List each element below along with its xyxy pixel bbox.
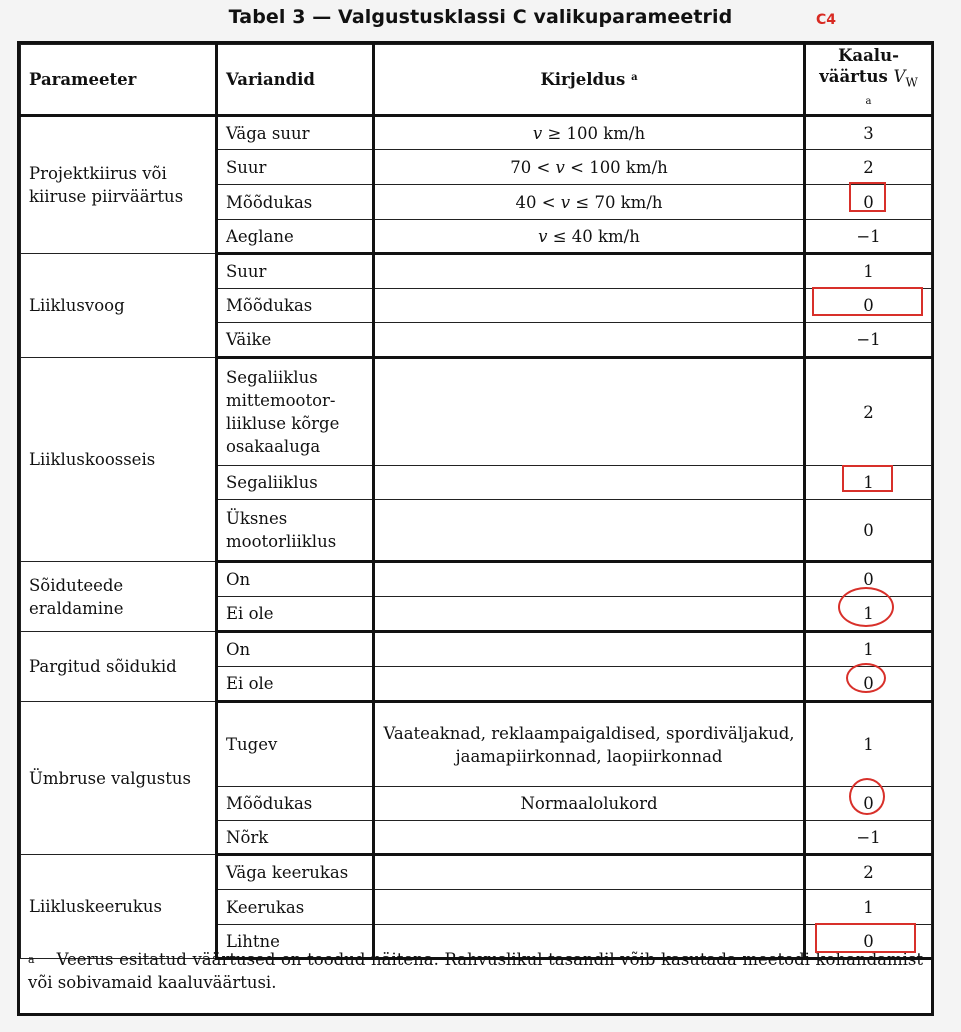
- variant-cell: Mõõdukas: [217, 185, 374, 220]
- table-row: [21, 254, 932, 289]
- variant-cell: On: [217, 632, 374, 667]
- weight-value: −1: [805, 821, 932, 855]
- weight-value: 1: [805, 597, 932, 632]
- weight-value: 1: [805, 632, 932, 667]
- variant-cell: Ei ole: [217, 597, 374, 632]
- description-cell: [374, 632, 805, 667]
- description-cell: [374, 466, 805, 500]
- header-description-text: Kirjeldus: [540, 70, 626, 90]
- annotation-circle: [846, 663, 886, 693]
- weight-value: 3: [805, 116, 932, 150]
- weight-value: 2: [805, 358, 932, 466]
- header-weight-sup: a: [865, 96, 872, 108]
- table-row: [21, 562, 932, 597]
- parameter-name: Liikluskeerukus: [21, 855, 217, 959]
- variant-cell: Aeglane: [217, 220, 374, 254]
- weight-value: 0: [805, 925, 932, 959]
- description-cell: 40 < v ≤ 70 km/h: [374, 185, 805, 220]
- variant-cell: Segaliiklus mittemootor-liikluse kõrge osakaaluga: [217, 358, 374, 466]
- footnote-text: Veerus esitatud väärtused on toodud näitena. Rahvuslikul tasandil võib kasutada meetodi kohandamist või sobivamaid kaaluväärtusi.: [28, 950, 923, 992]
- annotation-box: [815, 923, 916, 953]
- table-row: [21, 116, 932, 150]
- weight-value: 1: [805, 254, 932, 289]
- variant-cell: Suur: [217, 150, 374, 185]
- parameter-name: Ümbruse valgustus: [21, 702, 217, 855]
- variant-cell: Mõõdukas: [217, 787, 374, 821]
- header-parameter: Parameeter: [21, 45, 217, 116]
- weight-value: 1: [805, 890, 932, 925]
- annotation-tag: C4: [816, 12, 837, 28]
- weight-value: 0: [805, 185, 932, 220]
- weight-value: 0: [805, 562, 932, 597]
- weight-value: 1: [805, 702, 932, 787]
- header-description-sup: a: [631, 72, 638, 84]
- weight-value: 0: [805, 667, 932, 702]
- header-variants: Variandid: [217, 45, 374, 116]
- description-cell: [374, 890, 805, 925]
- weight-value: −1: [805, 220, 932, 254]
- variant-cell: Väike: [217, 323, 374, 358]
- parameter-name: Liikluskoosseis: [21, 358, 217, 562]
- description-cell: [374, 821, 805, 855]
- weight-value: 1: [805, 466, 932, 500]
- weight-value: 0: [805, 500, 932, 562]
- description-cell: [374, 667, 805, 702]
- description-cell: [374, 323, 805, 358]
- description-cell: Normaalolukord: [374, 787, 805, 821]
- table-title: Tabel 3 — Valgustusklassi C valikuparameetrid: [228, 6, 733, 28]
- header-weight: [805, 45, 932, 116]
- description-cell: [374, 500, 805, 562]
- weight-value: 2: [805, 855, 932, 890]
- variant-cell: Ei ole: [217, 667, 374, 702]
- parameter-table: [20, 44, 932, 960]
- variant-cell: Segaliiklus: [217, 466, 374, 500]
- annotation-box: [812, 287, 923, 316]
- weight-value: −1: [805, 323, 932, 358]
- weight-value: 2: [805, 150, 932, 185]
- description-cell: [374, 289, 805, 323]
- table-frame: [17, 41, 934, 1016]
- header-weight-line1: Kaalu-: [838, 46, 899, 65]
- weight-value: 0: [805, 289, 932, 323]
- variant-cell: Lihtne: [217, 925, 374, 959]
- table-row: [21, 702, 932, 787]
- header-weight-line2: väärtus: [819, 67, 888, 86]
- table-row: [21, 632, 932, 667]
- table-header-row: [21, 45, 932, 116]
- weight-value: 0: [805, 787, 932, 821]
- annotation-box: [849, 182, 886, 212]
- table-row: [21, 358, 932, 466]
- header-description: [374, 45, 805, 116]
- footnote-marker: a: [28, 953, 35, 966]
- variant-cell: Mõõdukas: [217, 289, 374, 323]
- variant-cell: Nõrk: [217, 821, 374, 855]
- variant-cell: Suur: [217, 254, 374, 289]
- parameter-name: Pargitud sõidukid: [21, 632, 217, 702]
- description-cell: v ≤ 40 km/h: [374, 220, 805, 254]
- description-cell: [374, 855, 805, 890]
- variant-cell: Üksnes mootorliiklus: [217, 500, 374, 562]
- footnote: [28, 948, 923, 994]
- description-cell: [374, 254, 805, 289]
- variant-cell: Tugev: [217, 702, 374, 787]
- description-cell: [374, 562, 805, 597]
- parameter-name: Sõiduteede eraldamine: [21, 562, 217, 632]
- variant-cell: Väga keerukas: [217, 855, 374, 890]
- parameter-name: Liiklusvoog: [21, 254, 217, 358]
- description-cell: 70 < v < 100 km/h: [374, 150, 805, 185]
- description-cell: [374, 597, 805, 632]
- header-weight-symbol: V: [893, 67, 906, 86]
- header-weight-sub: W: [905, 75, 918, 90]
- annotation-box: [842, 465, 893, 492]
- table-row: [21, 855, 932, 890]
- variant-cell: Väga suur: [217, 116, 374, 150]
- variant-cell: Keerukas: [217, 890, 374, 925]
- variant-cell: On: [217, 562, 374, 597]
- description-cell: [374, 358, 805, 466]
- annotation-circle: [838, 587, 894, 627]
- description-cell: Vaateaknad, reklaampaigaldised, spordiväljakud, jaamapiirkonnad, laopiirkonnad: [374, 702, 805, 787]
- parameter-name: Projektkiirus või kiiruse piirväärtus: [21, 116, 217, 254]
- description-cell: v ≥ 100 km/h: [374, 116, 805, 150]
- annotation-circle: [849, 778, 885, 815]
